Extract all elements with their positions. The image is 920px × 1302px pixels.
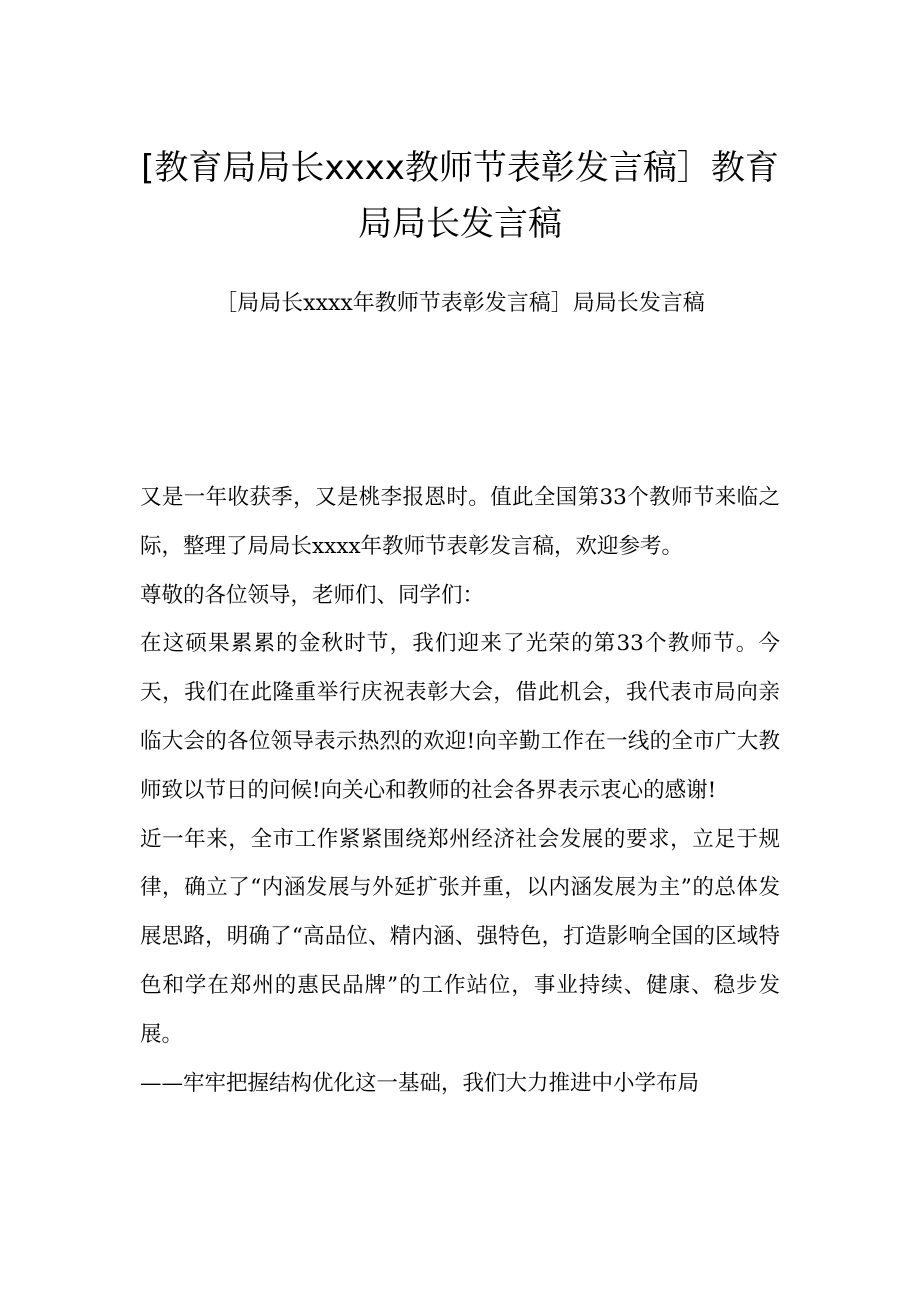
document-title bbox=[100, 140, 820, 252]
paragraph-intro: 又是一年收获季，又是桃李报恩时。值此全国第33个教师节来临之际，整理了局局长xxxx年教师节表彰发言稿，欢迎参考。 bbox=[140, 485, 780, 559]
document-title-line-1: [教育局局长xxxx教师节表彰发言稿］教育 bbox=[141, 148, 779, 188]
paragraph-salutation: 尊敬的各位领导，老师们、同学们： bbox=[140, 582, 485, 608]
document-title-line-2: 局局长发言稿 bbox=[358, 204, 562, 244]
document-subtitle: ［局局长xxxx年教师节表彰发言稿］局局长发言稿 bbox=[215, 291, 705, 316]
document-body bbox=[140, 474, 780, 1108]
paragraph-structure: ——牢牢把握结构优化这一基础，我们大力推进中小学布局 bbox=[140, 1070, 700, 1096]
paragraph-review: 近一年来，全市工作紧紧围绕郑州经济社会发展的要求，立足于规律，确立了“内涵发展与外延扩张并重，以内涵发展为主”的总体发展思路，明确了“高品位、精内涵、强特色，打造影响全国的区域特色和学在郑州的惠民品牌”的工作站位，事业持续、健康、稳步发展。 bbox=[140, 826, 780, 1047]
paragraph-greeting: 在这硕果累累的金秋时节，我们迎来了光荣的第33个教师节。今天，我们在此隆重举行庆祝表彰大会，借此机会，我代表市局向亲临大会的各位领导表示热烈的欢迎!向辛勤工作在一线的全市广大教师致以节日的问候!向关心和教师的社会各界表示衷心的感谢! bbox=[140, 631, 780, 803]
